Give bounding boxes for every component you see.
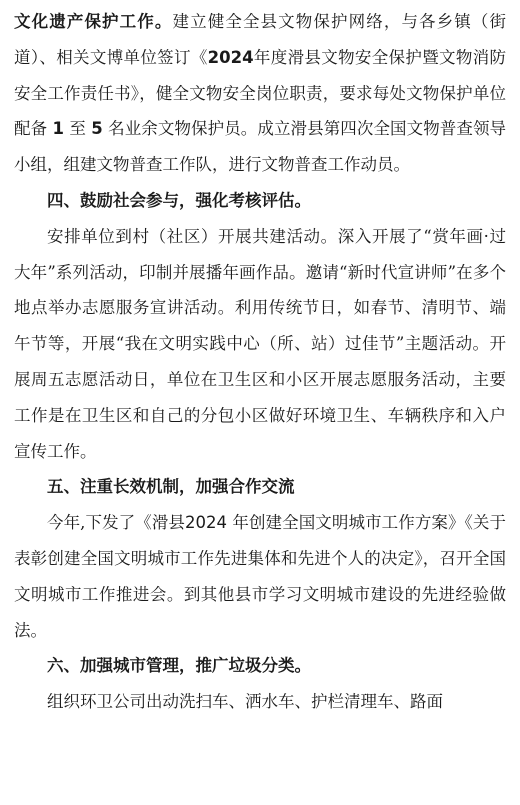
paragraph-lead: 文化遗产保护工作。 <box>14 12 173 31</box>
paragraph-long-term-mechanism: 今年,下发了《滑县2024 年创建全国文明城市工作方案》《关于表彰创建全国文明城市工作先进集体和先进个人的决定》，召开全国文明城市工作推进会。到其他县市学习文明城市建设的先进经验做法。 <box>14 513 507 640</box>
paragraph-city-management: 组织环卫公司出动洗扫车、洒水车、护栏清理车、路面 <box>47 692 443 712</box>
section-heading-6: 六、加强城市管理，推广垃圾分类。 <box>47 656 311 676</box>
paragraph-cultural-heritage: 文化遗产保护工作。建立健全全县文物保护网络，与各乡镇（街道）、相关文博单位签订《2024年度滑县文物安全保护暨文物消防安全工作责任书》，健全文物安全岗位职责，要求每处文物保护单位配备 1 至 5 名业余文物保护员。成立滑县第四次全国文物普查领导小组，组建文物普查工作队，进行文物普查工作动员。 <box>14 12 507 175</box>
section-heading-4: 四、鼓励社会参与，强化考核评估。 <box>47 190 311 210</box>
paragraph-social-participation: 安排单位到村（社区）开展共建活动。深入开展了“赏年画·过大年”系列活动，印制并展播年画作品。邀请“新时代宣讲师”在多个地点举办志愿服务宣讲活动。利用传统节日，如春节、清明节、端午节等，开展“我在文明实践中心（所、站）过佳节”主题活动。开展周五志愿活动日，单位在卫生区和小区开展志愿服务活动，主要工作是在卫生区和自己的分包小区做好环境卫生、车辆秩序和入户宣传工作。 <box>14 226 506 461</box>
section-heading-5: 五、注重长效机制，加强合作交流 <box>47 477 295 497</box>
